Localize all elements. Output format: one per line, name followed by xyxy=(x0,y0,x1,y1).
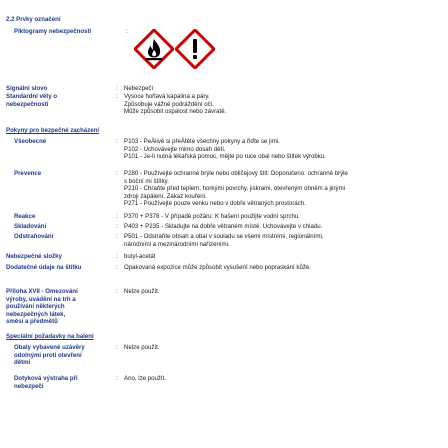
colon: : xyxy=(116,375,118,382)
precaution-line: P280 - Používejte ochranné brýle nebo obličejový štít: Doporučeno: ochranné brýle xyxy=(124,170,348,177)
hazard-statements-value xyxy=(124,93,442,116)
precaution-line: národními a mezinárodními nařízeními. xyxy=(124,240,230,248)
reaction-value: P370 + P378 - V případě požáru: K hašení použijte vodní sprchu. xyxy=(124,213,300,220)
hazard-line: Může způsobit ospalost nebo závratě. xyxy=(124,108,227,116)
label-line: odolnými proti otevření xyxy=(14,351,82,359)
hazard-statements-label xyxy=(6,93,57,108)
section-title: 2.2 Prvky označení xyxy=(6,16,61,23)
tactile-warning-value: Ano, lze použít. xyxy=(124,375,167,382)
colon: : xyxy=(116,213,118,220)
signal-word-label: Signální slovo xyxy=(6,85,48,92)
label-line: nebezpečí xyxy=(14,382,44,390)
hazard-line: Vysoce hořlavá kapalina a páry. xyxy=(124,93,210,100)
supplemental-label: Dodatečné údaje na štítku xyxy=(6,264,82,271)
label-line: směsí a předmětů xyxy=(6,318,58,326)
precaution-line: P103 - PeÄlivě si přeÄtěte všechny pokyny a řiďte se jimi. xyxy=(124,138,280,145)
precaution-line: P102 - Uchovávejte mimo dosah dětí. xyxy=(124,145,226,153)
supplemental-value: Opakovaná expozice může způsobit vysušení nebo popraskání kůže. xyxy=(124,264,311,271)
label-line: nebezpečnosti xyxy=(6,100,49,108)
packaging-heading: Speciální požadavky na balení xyxy=(6,333,94,340)
reaction-label: Reakce xyxy=(14,213,36,220)
annex-xvii-value: Nelze použít. xyxy=(124,288,160,295)
colon: : xyxy=(116,170,118,177)
label-line: Dotyková výstraha při xyxy=(14,375,78,382)
label-line: používání některých xyxy=(6,303,65,311)
annex-xvii-label xyxy=(6,288,78,326)
storage-label: Skladování xyxy=(14,223,47,230)
tactile-warning-label xyxy=(14,375,78,390)
label-line: výroby, uvádění na trh a xyxy=(6,295,76,303)
general-label: Všeobecné xyxy=(14,138,47,145)
label-line: Příloha XVII - Omezování xyxy=(6,288,78,295)
child-resistant-value: Nelze použít. xyxy=(124,344,160,351)
colon: : xyxy=(116,138,118,145)
prevention-label: Prevence xyxy=(14,170,42,177)
colon: : xyxy=(116,233,118,240)
precaution-line: P501 - Odstraňte obsah a obal v souladu se všemi místními, regionálními, xyxy=(124,233,324,240)
flame-pictogram-icon xyxy=(134,29,174,69)
colon: : xyxy=(116,344,118,351)
precaution-line: P271 - Používejte pouze venku nebo v dobře větraných prostorách. xyxy=(124,200,306,208)
hazardous-components-value: butyl-acetát xyxy=(124,253,156,260)
general-value xyxy=(124,138,442,161)
colon: : xyxy=(116,253,118,260)
hazard-line: Způsobuje vážné podráždění očí. xyxy=(124,100,215,108)
exclamation-pictogram-icon xyxy=(175,29,215,69)
pictograms-label: Piktogramy nebezpečnosti xyxy=(14,28,92,35)
label-line: nebezpečných látek, xyxy=(6,310,66,318)
precaution-line: s boční mi štítky. xyxy=(124,177,169,185)
child-resistant-label xyxy=(14,344,85,367)
hazardous-components-label: Nebezpečné složky xyxy=(6,253,62,260)
label-line: Standardní věty o xyxy=(6,93,58,100)
label-line: Obaly vybavené uzávěry xyxy=(14,344,85,351)
pictograms-colon: : xyxy=(126,28,128,35)
precautionary-heading: Pokyny pro bezpečné zacházení xyxy=(6,127,100,134)
colon: : xyxy=(116,223,118,230)
precaution-line: P101 - Je-li nutná lékařská pomoc, mějte po ruce obal nebo štítek výrobku. xyxy=(124,153,326,161)
label-line: dětmi xyxy=(14,359,31,367)
colon: : xyxy=(116,85,118,92)
signal-word-value: Nebezpečí xyxy=(124,85,154,92)
prevention-value xyxy=(124,170,442,208)
storage-value: P403 + P235 - Skladujte na dobře větraném místě. Uchovávejte v chladu. xyxy=(124,223,323,230)
precaution-line: P210 - Chraňte před teplem, horkými povrchy, jiskrami, otevřeným ohněm a jinými xyxy=(124,185,346,193)
colon: : xyxy=(116,288,118,295)
disposal-value xyxy=(124,233,442,248)
disposal-label: Odstraňování xyxy=(14,233,54,240)
colon: : xyxy=(116,93,118,100)
precaution-line: zdroji zapálení. Zákaz kouření. xyxy=(124,192,207,200)
colon: : xyxy=(116,264,118,271)
